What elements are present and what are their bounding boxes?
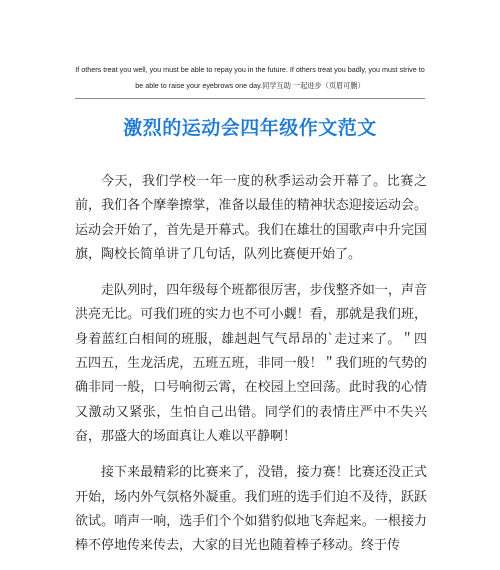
header-line-2: be able to raise your eyebrows one day.同学互助 一起进步（页眉可删）: [135, 81, 365, 90]
page-header: [40, 62, 460, 94]
header-divider: [75, 98, 425, 99]
paragraph-3: 接下来最精彩的比赛来了，没错，接力赛！比赛还没正式开始，场内外气氛格外凝重。我们班的选手们迫不及待，跃跃欲试。哨声一响，选手们个个如猎豹似地飞奔起来。一根接力棒不停地传来传去，大家的目光也随着棒子移动。终于传: [75, 465, 427, 554]
document-body: [75, 170, 427, 570]
paragraph-1: 今天，我们学校一年一度的秋季运动会开幕了。比赛之前，我们各个摩拳擦掌，准备以最佳的精神状态迎接运动会。运动会开始了，首先是开幕式。我们在雄壮的国歌声中升完国旗，陶校长简单讲了几句话，队列比赛便开始了。: [75, 174, 427, 262]
paragraph-2: 走队列时，四年级每个班都很厉害，步伐整齐如一，声音洪亮无比。可我们班的实力也不可小觑！看，那就是我们班，身着蓝红白相间的班服，雄赳赳气气昂昂的`走过来了。＂四五四五，生龙活虎，五班五班，非同一般！＂我们班的气势的确非同一般，口号响彻云霄，在校园上空回荡。此时我的心情又激动又紧张，生怕自己出错。同学们的表情庄严中不失兴奋，那盛大的场面真让人难以平静啊！: [75, 283, 427, 444]
header-line-1: If others treat you well, you must be able to repay you in the future. If others treat you badly, you must strive to: [75, 65, 425, 74]
document-title: 激烈的运动会四年级作文范文: [123, 117, 377, 139]
